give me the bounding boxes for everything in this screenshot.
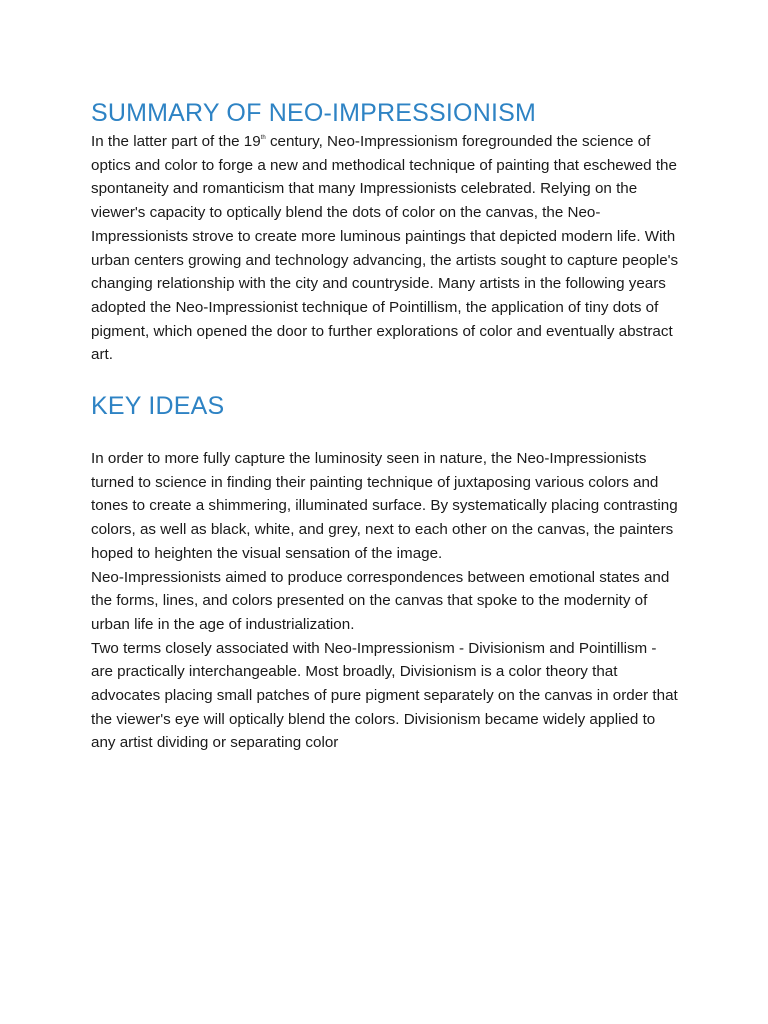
key-idea-paragraph-3: Two terms closely associated with Neo-Impressionism - Divisionism and Pointillism - are practically interchangeable. Most broadly, Divisionism is a color theory that advocates placing small patches of pure pigment separately on the canvas in order that the viewer's eye will optically blend the colors. Divisionism became widely applied to any artist dividing or separating color: [91, 639, 678, 752]
summary-text-rest: century, Neo-Impressionism foregrounded the science of optics and color to forge a new and methodical technique of painting that eschewed the spontaneity and romanticism that many Impressionists celebrated. Relying on the viewer's capacity to optically blend the dots of color on the canvas, the Neo-Impressionists strove to create more luminous paintings that depicted modern life. With urban centers growing and technology advancing, the artists sought to capture people's changing relationship with the city and countryside. Many artists in the following years adopted the Neo-Impressionist technique of Pointillism, the application of tiny dots of pigment, which opened the door to further explorations of color and eventually abstract art.: [91, 133, 679, 364]
key-idea-paragraph-1: In order to more fully capture the luminosity seen in nature, the Neo-Impressionists turned to science in finding their painting technique of juxtaposing various colors and tones to create a shimmering, illuminated surface. By systematically placing contrasting colors, as well as black, white, and grey, next to each other on the canvas, the painters hoped to heighten the visual sensation of the image.: [91, 450, 678, 562]
document-content: [91, 96, 681, 755]
summary-text-start: In the latter part of the 19: [91, 133, 261, 150]
key-idea-paragraph-2: Neo-Impressionists aimed to produce correspondences between emotional states and the forms, lines, and colors presented on the canvas that spoke to the modernity of urban life in the age of industrialization.: [91, 568, 670, 633]
key-ideas-heading: KEY IDEAS: [91, 392, 225, 421]
ordinal-suffix: th: [260, 135, 266, 141]
summary-heading: SUMMARY OF NEO-IMPRESSIONISM: [91, 99, 537, 127]
summary-paragraph: [91, 130, 681, 367]
